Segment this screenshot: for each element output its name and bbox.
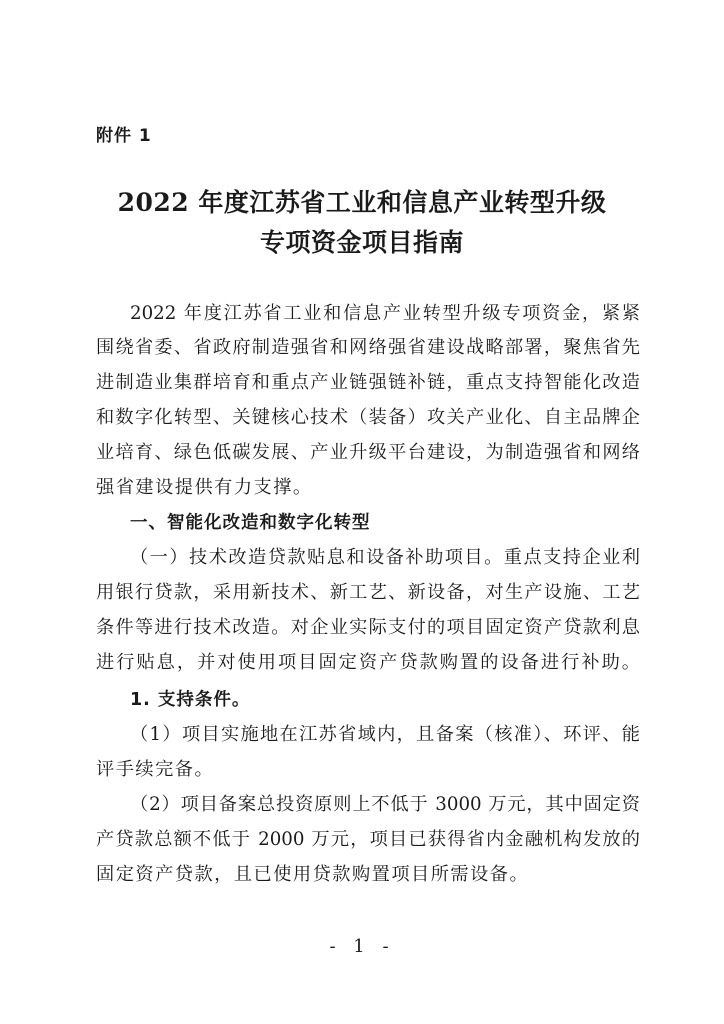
paragraph-intro-line-1: 2022 年度江苏省工业和信息产业转型升级专项资金，紧紧 [130, 303, 640, 324]
paragraph-intro-line-5: 业培育、绿色低碳发展、产业升级平台建设，为制造强省和网络 [96, 442, 640, 463]
paragraph-section-1-line-1: （一）技术改造贷款贴息和设备补助项目。重点支持企业利 [130, 547, 640, 568]
condition-2-line-2: 产贷款总额不低于 2000 万元，项目已获得省内金融机构发放的 [96, 829, 640, 850]
attachment-label: 附件 1 [96, 126, 152, 146]
condition-2-line-1: （2）项目备案总投资原则上不低于 3000 万元，其中固定资 [130, 794, 640, 815]
paragraph-intro-line-6: 强省建设提供有力支撑。 [96, 477, 313, 498]
page-number: - 1 - [329, 936, 395, 957]
paragraph-section-1-line-4: 进行贴息，并对使用项目固定资产贷款购置的设备进行补助。 [96, 652, 640, 673]
document-title-line-1: 2022 年度江苏省工业和信息产业转型升级 [117, 188, 607, 217]
subheading-support-conditions: 1. 支持条件。 [130, 690, 251, 710]
paragraph-intro-line-2: 围绕省委、省政府制造强省和网络强省建设战略部署，聚焦省先 [96, 337, 640, 358]
document-title-line-2: 专项资金项目指南 [259, 228, 464, 257]
paragraph-section-1-line-2: 用银行贷款，采用新技术、新工艺、新设备，对生产设施、工艺 [96, 582, 640, 603]
section-heading-1: 一、智能化改造和数字化转型 [130, 513, 371, 533]
condition-1-line-2: 评手续完备。 [96, 759, 215, 780]
paragraph-intro-line-4: 和数字化转型、关键核心技术（装备）攻关产业化、自主品牌企 [96, 407, 640, 428]
condition-1-line-1: （1）项目实施地在江苏省域内，且备案（核准）、环评、能 [130, 724, 640, 745]
condition-2-line-3: 固定资产贷款，且已使用贷款购置项目所需设备。 [96, 864, 530, 885]
paragraph-intro-line-3: 进制造业集群培育和重点产业链强链补链，重点支持智能化改造 [96, 372, 640, 393]
paragraph-section-1-line-3: 条件等进行技术改造。对企业实际支付的项目固定资产贷款利息 [96, 617, 640, 638]
